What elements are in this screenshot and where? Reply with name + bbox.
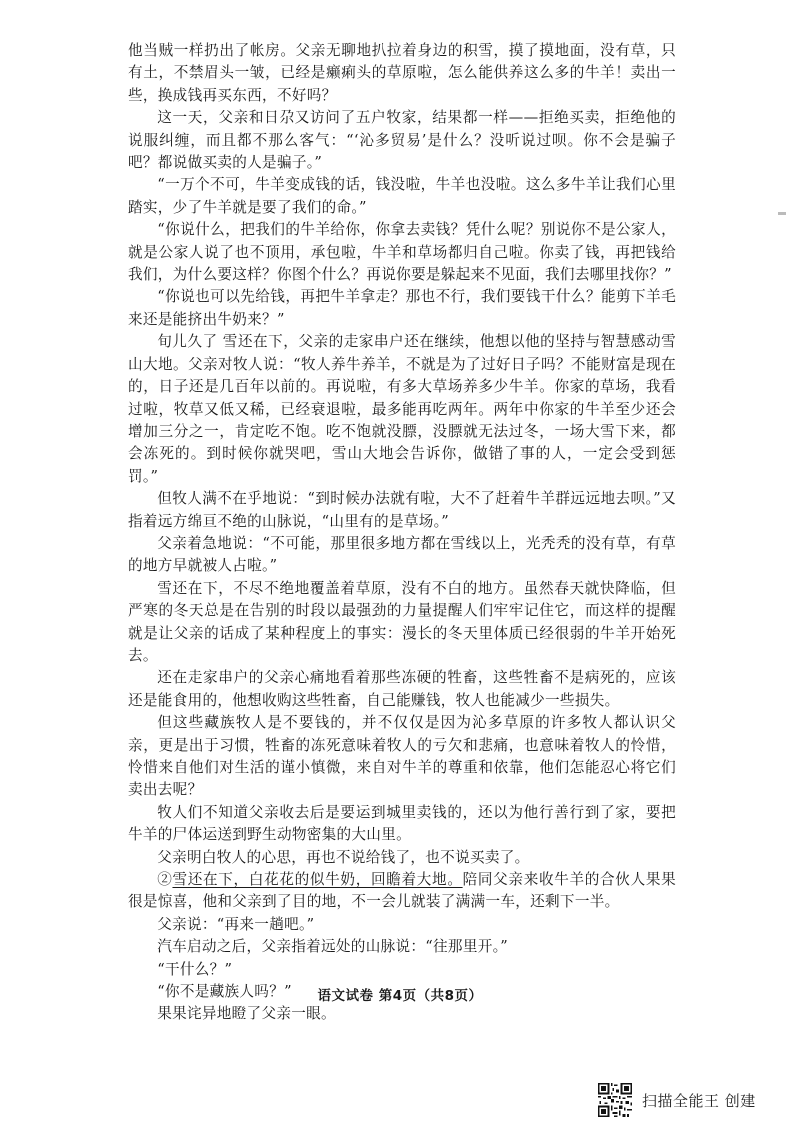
document-body [128, 40, 676, 1026]
qr-code-icon [598, 1083, 632, 1117]
underlined-sentence: 雪还在下，白花花的似牛奶，回瞻着大地。 [172, 871, 463, 889]
paragraph-1: 他当贼一样扔出了帐房。父亲无聊地扒拉着身边的积雪，摸了摸地面，没有草，只有土，不禁眉头一皱，已经是癞痢头的草原啦，怎么能供养这么多的牛羊！卖出一些，换成钱再买东西，不好吗？ [128, 42, 676, 104]
scanner-watermark [598, 1083, 756, 1117]
watermark-text: 扫描全能王 创建 [642, 1091, 756, 1110]
paragraph-9: 雪还在下，不尽不绝地覆盖着草原，没有不白的地方。虽然春天就快降临，但严寒的冬天总是在告别的时段以最强劲的力量提醒人们牢牢记住它，而这样的提醒就是让父亲的话成了某种程度上的事实：漫长的冬天里体质已经很弱的牛羊开始死去。 [128, 579, 676, 664]
scan-edge-mark [778, 212, 786, 215]
page-footer: 语文试卷 第4页（共8页） [317, 988, 483, 1004]
paragraph-4: “你说什么，把我们的牛羊给你，你拿去卖钱？凭什么呢？别说你不是公家人，就是公家人说了也不顶用，承包啦，牛羊和草场都归自己啦。你卖了钱，再把钱给我们，为什么要这样？你图个什么？再说你要是躲起来不见面，我们去哪里找你？” [128, 221, 676, 284]
paragraph-7: 但牧人满不在乎地说：“到时候办法就有啦，大不了赶着牛羊群远远地去呗。”又指着远方绵亘不绝的山脉说，“山里有的是草场。” [128, 490, 676, 530]
paragraph-14 [128, 869, 676, 914]
paragraph-6: 旬儿久了 雪还在下，父亲的走家串户还在继续，他想以他的坚持与智慧感动雪山大地。父亲对牧人说：“牧人养牛养羊，不就是为了过好日子吗？不能财富是现在的，日子还是几百年以前的。再说啦，有多大草场养多少牛羊。你家的草场，我看过啦，牧草又低又稀，已经衰退啦，最多能再吃两年。两年中你家的牛羊至少还会增加三分之一，肯定吃不饱。吃不饱就没膘，没膘就无法过冬，一场大雪下来，都会冻死的。到时候你就哭吧，雪山大地会告诉你，做错了事的人，一定会受到惩罚。” [128, 333, 676, 485]
paragraph-18: “你不是藏族人吗？” [157, 983, 292, 1001]
paragraph-14-rest: 陪同父亲来收牛羊的合伙人果果很是惊喜，他和父亲到了目的地，不一会儿就装了满满一车，还剩下一半。 [128, 871, 677, 911]
paragraph-15: 父亲说：“再来一趟吧。” [157, 915, 315, 933]
paragraph-2: 这一天，父亲和日尕又访问了五户牧家，结果都一样——拒绝买卖，拒绝他的说服纠缠，而且都不那么客气：“‘沁多贸易’是什么？没听说过呗。你不会是骗子吧？都说做买卖的人是骗子。” [128, 109, 676, 172]
paragraph-11: 但这些藏族牧人是不要钱的，并不仅仅是因为沁多草原的许多牧人都认识父亲，更是出于习惯，牲畜的冻死意味着牧人的亏欠和悲痛，也意味着牧人的怜惜，怜惜来自他们对生活的谨小慎微，来自对牛羊的尊重和依靠，他们怎能忍心将它们卖出去呢？ [128, 714, 676, 799]
paragraph-10: 还在走家串户的父亲心痛地看着那些冻硬的牲畜，这些牲畜不是病死的，应该还是能食用的，他想收购这些牲畜，自己能赚钱，牧人也能减少一些损失。 [128, 669, 676, 709]
paragraph-16: 汽车启动之后，父亲指着远处的山脉说：“往那里开。” [157, 938, 508, 956]
paragraph-12: 牧人们不知道父亲收去后是要运到城里卖钱的，还以为他行善行到了家，要把牛羊的尸体运送到野生动物密集的大山里。 [128, 803, 676, 844]
paragraph-17: “干什么？” [157, 960, 233, 978]
paragraph-19: 果果诧异地瞪了父亲一眼。 [157, 1005, 336, 1023]
paragraph-3: “一万个不可，牛羊变成钱的话，钱没啦，牛羊也没啦。这么多牛羊让我们心里踏实，少了牛羊就是要了我们的命。” [128, 176, 676, 216]
paragraph-13: 父亲明白牧人的心思，再也不说给钱了，也不说买卖了。 [157, 848, 530, 866]
sentence-marker: ② [157, 871, 173, 889]
paragraph-8: 父亲着急地说：“不可能，那里很多地方都在雪线以上，光秃秃的没有草，有草的地方早就被人占啦。” [128, 534, 676, 575]
paragraph-5: “你说也可以先给钱，再把牛羊拿走？那也不行，我们要钱干什么？能剪下羊毛来还是能挤出牛奶来？” [128, 288, 676, 328]
